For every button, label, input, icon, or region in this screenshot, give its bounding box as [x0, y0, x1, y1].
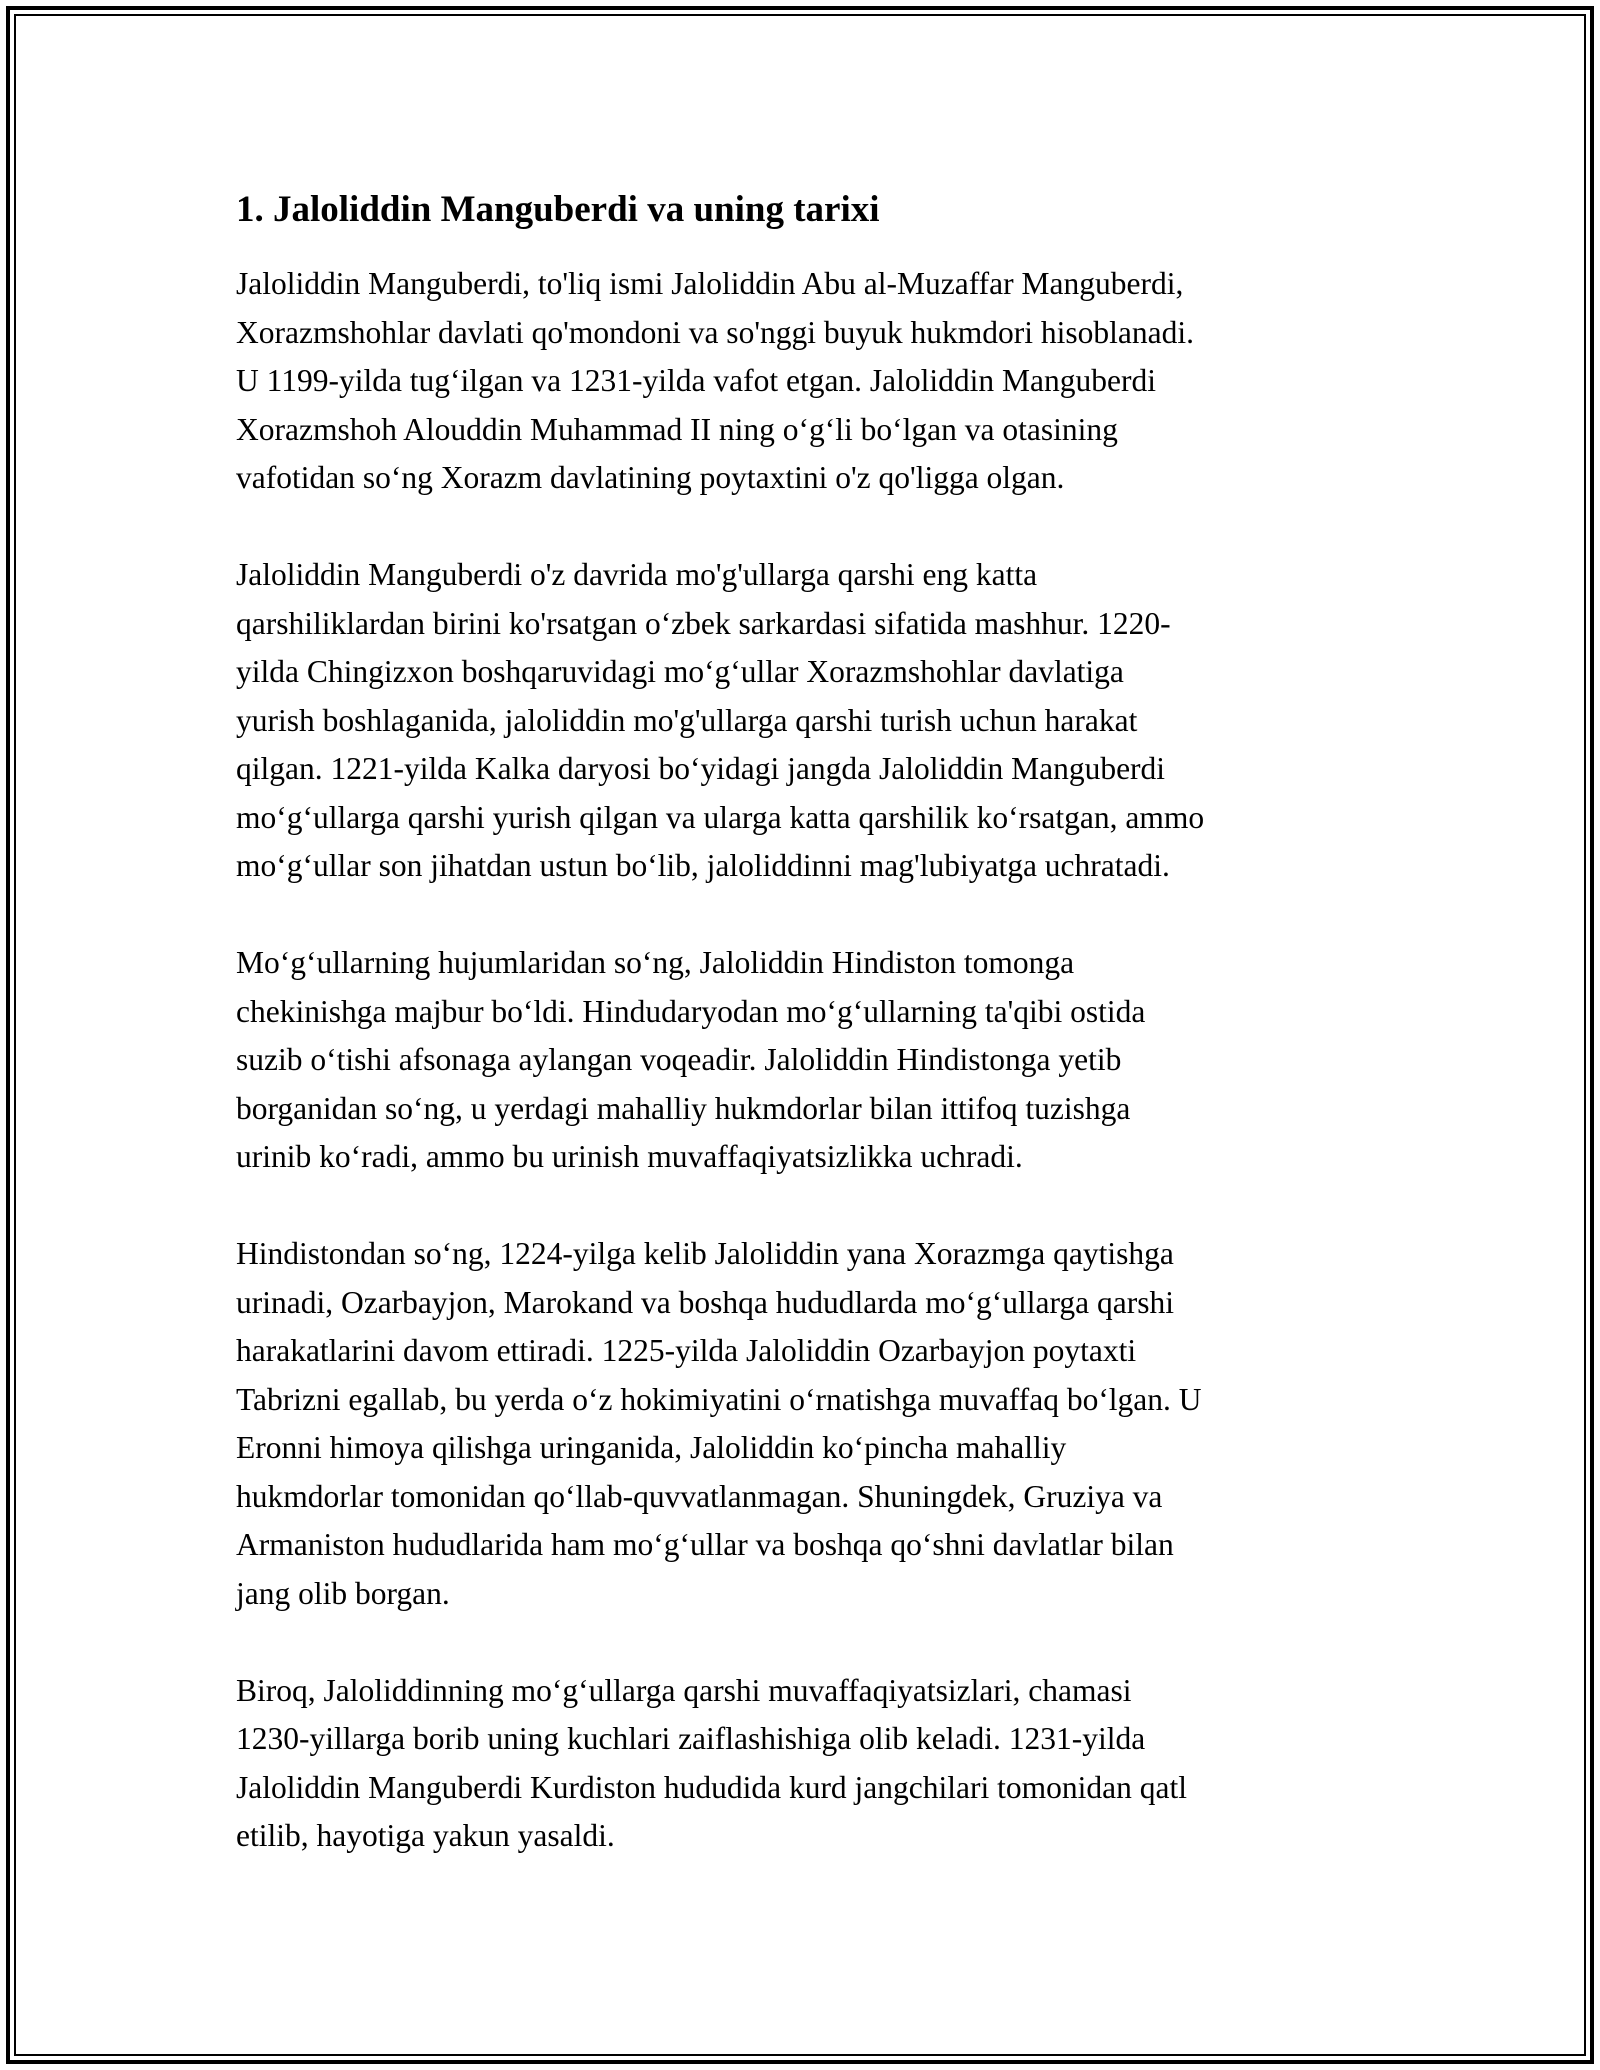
paragraph-line: qilgan. 1221-yilda Kalka daryosi bo‘yidagi jangda Jaloliddin Manguberdi	[236, 751, 1166, 786]
paragraph-line: suzib o‘tishi afsonaga aylangan voqeadir. Jaloliddin Hindistonga yetib	[236, 1042, 1122, 1077]
paragraph-line: chekinishga majbur bo‘ldi. Hindudaryodan mo‘g‘ullarning ta'qibi ostida	[236, 993, 1146, 1029]
paragraph-line: mo‘g‘ullarga qarshi yurish qilgan va ularga katta qarshilik ko‘rsatgan, ammo	[236, 799, 1205, 835]
paragraph-line: Biroq, Jaloliddinning mo‘g‘ullarga qarshi muvaffaqiyatsizlari, chamasi	[236, 1672, 1132, 1708]
paragraph-line: harakatlarini davom ettiradi. 1225-yilda Jaloliddin Ozarbayjon poytaxti	[236, 1333, 1137, 1368]
paragraph-line: Jaloliddin Manguberdi Kurdiston hududida kurd jangchilari tomonidan qatl	[236, 1769, 1187, 1805]
paragraph-line: yilda Chingizxon boshqaruvidagi mo‘g‘ullar Xorazmshohlar davlatiga	[236, 654, 1124, 689]
paragraph-line: etilib, hayotiga yakun yasaldi.	[236, 1818, 615, 1853]
paragraph-5	[236, 1667, 1386, 1861]
paragraph-line: 1230-yillarga borib uning kuchlari zaiflashishiga olib keladi. 1231-yilda	[236, 1721, 1146, 1756]
paragraph-line: Tabrizni egallab, bu yerda o‘z hokimiyatini o‘rnatishga muvaffaq bo‘lgan. U	[236, 1381, 1202, 1417]
paragraph-line: Xorazmshohlar davlati qo'mondoni va so'nggi buyuk hukmdori hisoblanadi.	[236, 314, 1194, 350]
paragraph-line: Eronni himoya qilishga uringanida, Jaloliddin ko‘pincha mahalliy	[236, 1430, 1067, 1465]
paragraph-4	[236, 1230, 1386, 1618]
paragraph-line: qarshiliklardan birini ko'rsatgan o‘zbek sarkardasi sifatida mashhur. 1220-	[236, 605, 1171, 641]
paragraph-line: yurish boshlaganida, jaloliddin mo'g'ullarga qarshi turish uchun harakat	[236, 702, 1138, 738]
paragraph-line: jang olib borgan.	[236, 1575, 450, 1611]
paragraph-line: Armaniston hududlarida ham mo‘g‘ullar va boshqa qo‘shni davlatlar bilan	[236, 1527, 1174, 1562]
paragraph-line: U 1199-yilda tug‘ilgan va 1231-yilda vafot etgan. Jaloliddin Manguberdi	[236, 363, 1157, 398]
paragraph-line: borganidan so‘ng, u yerdagi mahalliy hukmdorlar bilan ittifoq tuzishga	[236, 1090, 1131, 1126]
paragraph-line: Xorazmshoh Alouddin Muhammad II ning o‘g‘li bo‘lgan va otasining	[236, 411, 1118, 447]
paragraph-1	[236, 260, 1386, 503]
paragraph-line: Mo‘g‘ullarning hujumlaridan so‘ng, Jaloliddin Hindiston tomonga	[236, 945, 1075, 980]
paragraph-line: urinadi, Ozarbayjon, Marokand va boshqa hududlarda mo‘g‘ullarga qarshi	[236, 1284, 1175, 1320]
paragraph-3	[236, 939, 1386, 1182]
paragraph-line: Hindistondan so‘ng, 1224-yilga kelib Jaloliddin yana Xorazmga qaytishga	[236, 1236, 1174, 1271]
paragraph-line: Jaloliddin Manguberdi o'z davrida mo'g'ullarga qarshi eng katta	[236, 557, 1038, 592]
paragraph-line: hukmdorlar tomonidan qo‘llab-quvvatlanmagan. Shuningdek, Gruziya va	[236, 1478, 1163, 1514]
paragraph-line: urinib ko‘radi, ammo bu urinish muvaffaqiyatsizlikka uchradi.	[236, 1139, 1023, 1174]
paragraph-2	[236, 551, 1386, 891]
paragraph-line: vafotidan so‘ng Xorazm davlatining poytaxtini o'z qo'ligga olgan.	[236, 460, 1065, 495]
paragraph-line: Jaloliddin Manguberdi, to'liq ismi Jaloliddin Abu al-Muzaffar Manguberdi,	[236, 266, 1184, 301]
document-body	[236, 186, 1386, 1909]
paragraph-line: mo‘g‘ullar son jihatdan ustun bo‘lib, jaloliddinni mag'lubiyatga uchratadi.	[236, 848, 1170, 883]
section-heading: 1. Jaloliddin Manguberdi va uning tarixi	[236, 189, 880, 230]
